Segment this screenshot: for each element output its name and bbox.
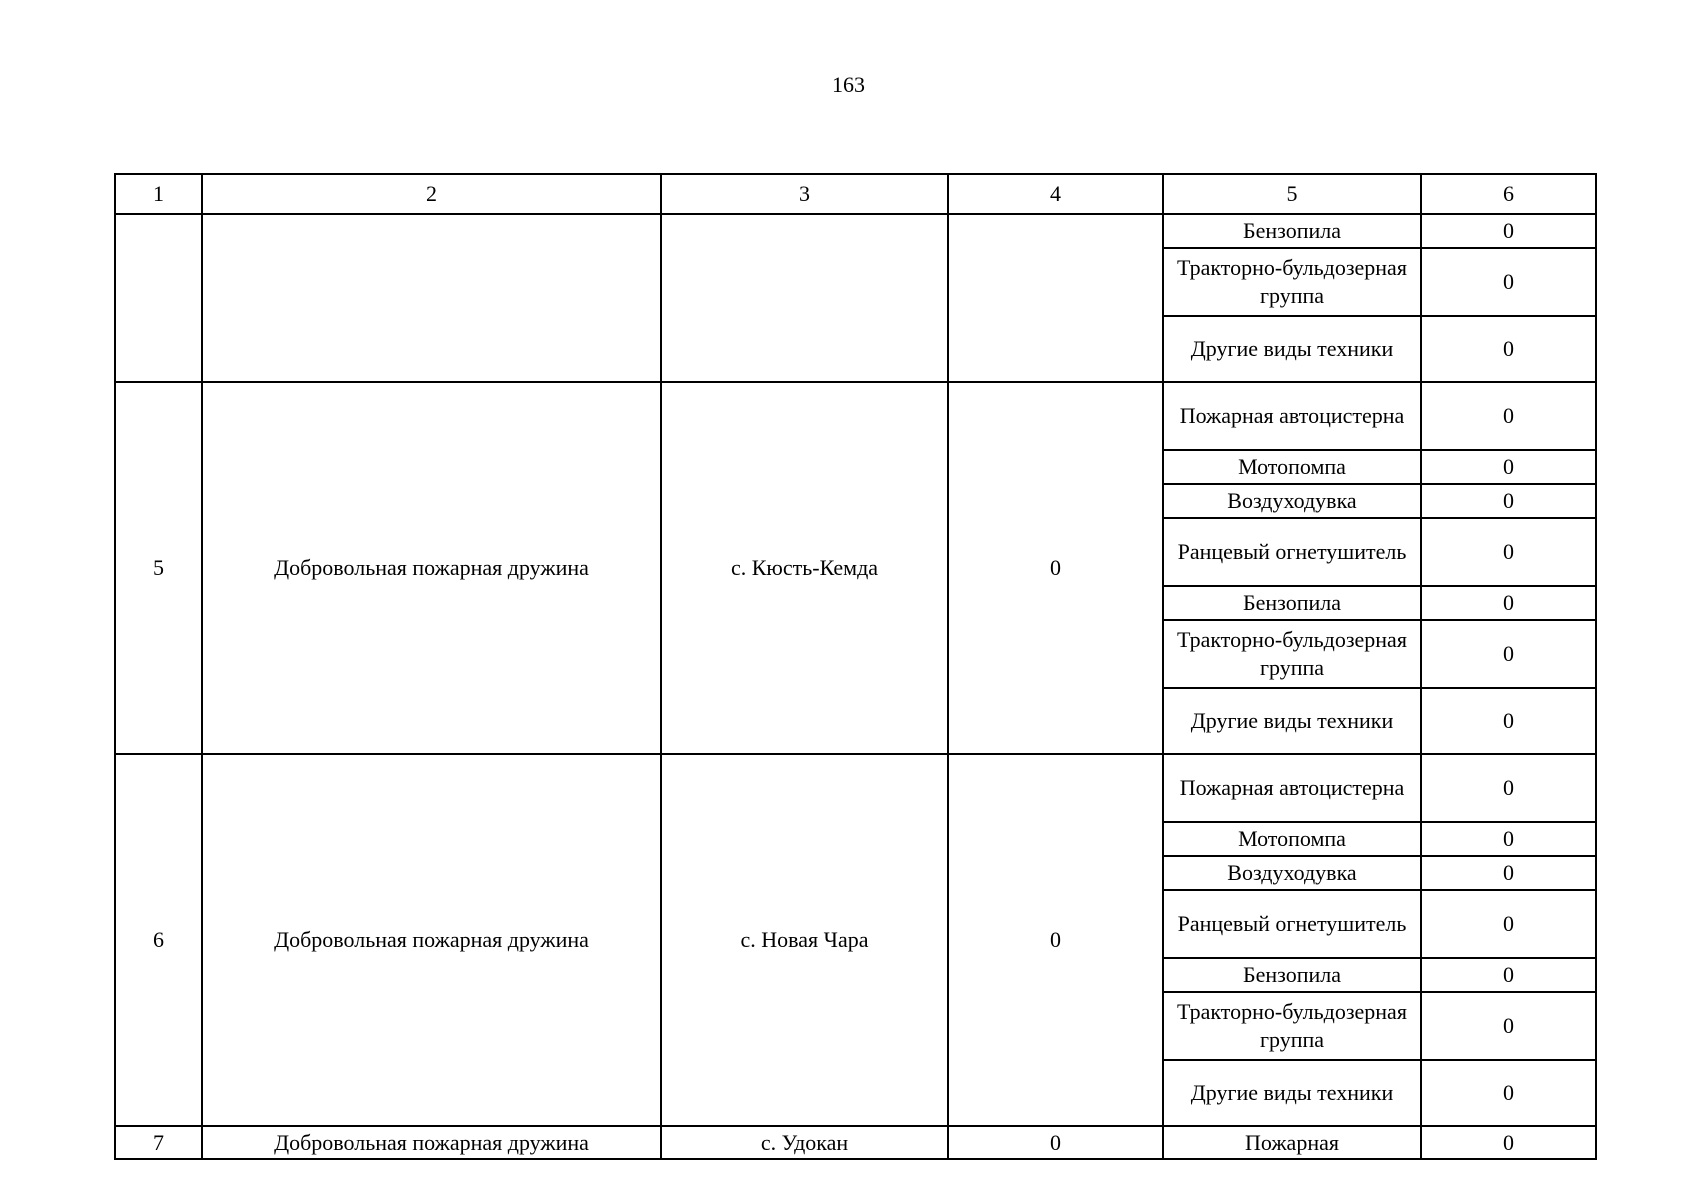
empty-cell [661, 214, 948, 382]
header-cell: 5 [1163, 174, 1421, 214]
equipment-name: Пожарная [1163, 1126, 1421, 1159]
unit-col4: 0 [948, 754, 1163, 1126]
equipment-value: 0 [1421, 586, 1596, 620]
table-row [115, 1126, 1596, 1159]
equipment-name: Другие виды техники [1163, 688, 1421, 754]
equipment-name: Другие виды техники [1163, 316, 1421, 382]
equipment-name: Бензопила [1163, 214, 1421, 248]
row-number: 5 [115, 382, 202, 754]
equipment-value: 0 [1421, 1060, 1596, 1126]
equipment-value: 0 [1421, 484, 1596, 518]
equipment-name: Бензопила [1163, 586, 1421, 620]
equipment-name: Воздуходувка [1163, 856, 1421, 890]
row-number: 7 [115, 1126, 202, 1159]
equipment-name: Мотопомпа [1163, 450, 1421, 484]
unit-location: с. Кюсть-Кемда [661, 382, 948, 754]
equipment-name: Бензопила [1163, 958, 1421, 992]
equipment-name: Воздуходувка [1163, 484, 1421, 518]
equipment-value: 0 [1421, 248, 1596, 316]
equipment-name: Пожарная автоцистерна [1163, 754, 1421, 822]
equipment-value: 0 [1421, 316, 1596, 382]
equipment-value: 0 [1421, 518, 1596, 586]
equipment-value: 0 [1421, 382, 1596, 450]
unit-name: Добровольная пожарная дружина [202, 382, 661, 754]
equipment-name: Другие виды техники [1163, 1060, 1421, 1126]
table-row [115, 754, 1596, 822]
equipment-value: 0 [1421, 450, 1596, 484]
equipment-name: Тракторно-бульдозерная группа [1163, 248, 1421, 316]
equipment-value: 0 [1421, 958, 1596, 992]
equipment-value: 0 [1421, 856, 1596, 890]
empty-cell [202, 214, 661, 382]
page-number: 163 [832, 72, 865, 97]
unit-col4: 0 [948, 382, 1163, 754]
unit-location: с. Удокан [661, 1126, 948, 1159]
equipment-name: Тракторно-бульдозерная группа [1163, 620, 1421, 688]
equipment-name: Ранцевый огнетушитель [1163, 518, 1421, 586]
header-cell: 2 [202, 174, 661, 214]
equipment-name: Пожарная автоцистерна [1163, 382, 1421, 450]
header-cell: 6 [1421, 174, 1596, 214]
equipment-table [114, 173, 1597, 1160]
unit-location: с. Новая Чара [661, 754, 948, 1126]
header-cell: 1 [115, 174, 202, 214]
header-cell: 3 [661, 174, 948, 214]
equipment-value: 0 [1421, 688, 1596, 754]
equipment-value: 0 [1421, 214, 1596, 248]
table-row [115, 382, 1596, 450]
unit-name: Добровольная пожарная дружина [202, 754, 661, 1126]
equipment-value: 0 [1421, 1126, 1596, 1159]
equipment-name: Тракторно-бульдозерная группа [1163, 992, 1421, 1060]
header-cell: 4 [948, 174, 1163, 214]
empty-cell [948, 214, 1163, 382]
table-row [115, 214, 1596, 248]
equipment-value: 0 [1421, 992, 1596, 1060]
empty-cell [115, 214, 202, 382]
equipment-value: 0 [1421, 890, 1596, 958]
unit-name: Добровольная пожарная дружина [202, 1126, 661, 1159]
row-number: 6 [115, 754, 202, 1126]
equipment-name: Мотопомпа [1163, 822, 1421, 856]
table-header-row [115, 174, 1596, 214]
unit-col4: 0 [948, 1126, 1163, 1159]
equipment-value: 0 [1421, 754, 1596, 822]
equipment-value: 0 [1421, 822, 1596, 856]
equipment-name: Ранцевый огнетушитель [1163, 890, 1421, 958]
equipment-value: 0 [1421, 620, 1596, 688]
